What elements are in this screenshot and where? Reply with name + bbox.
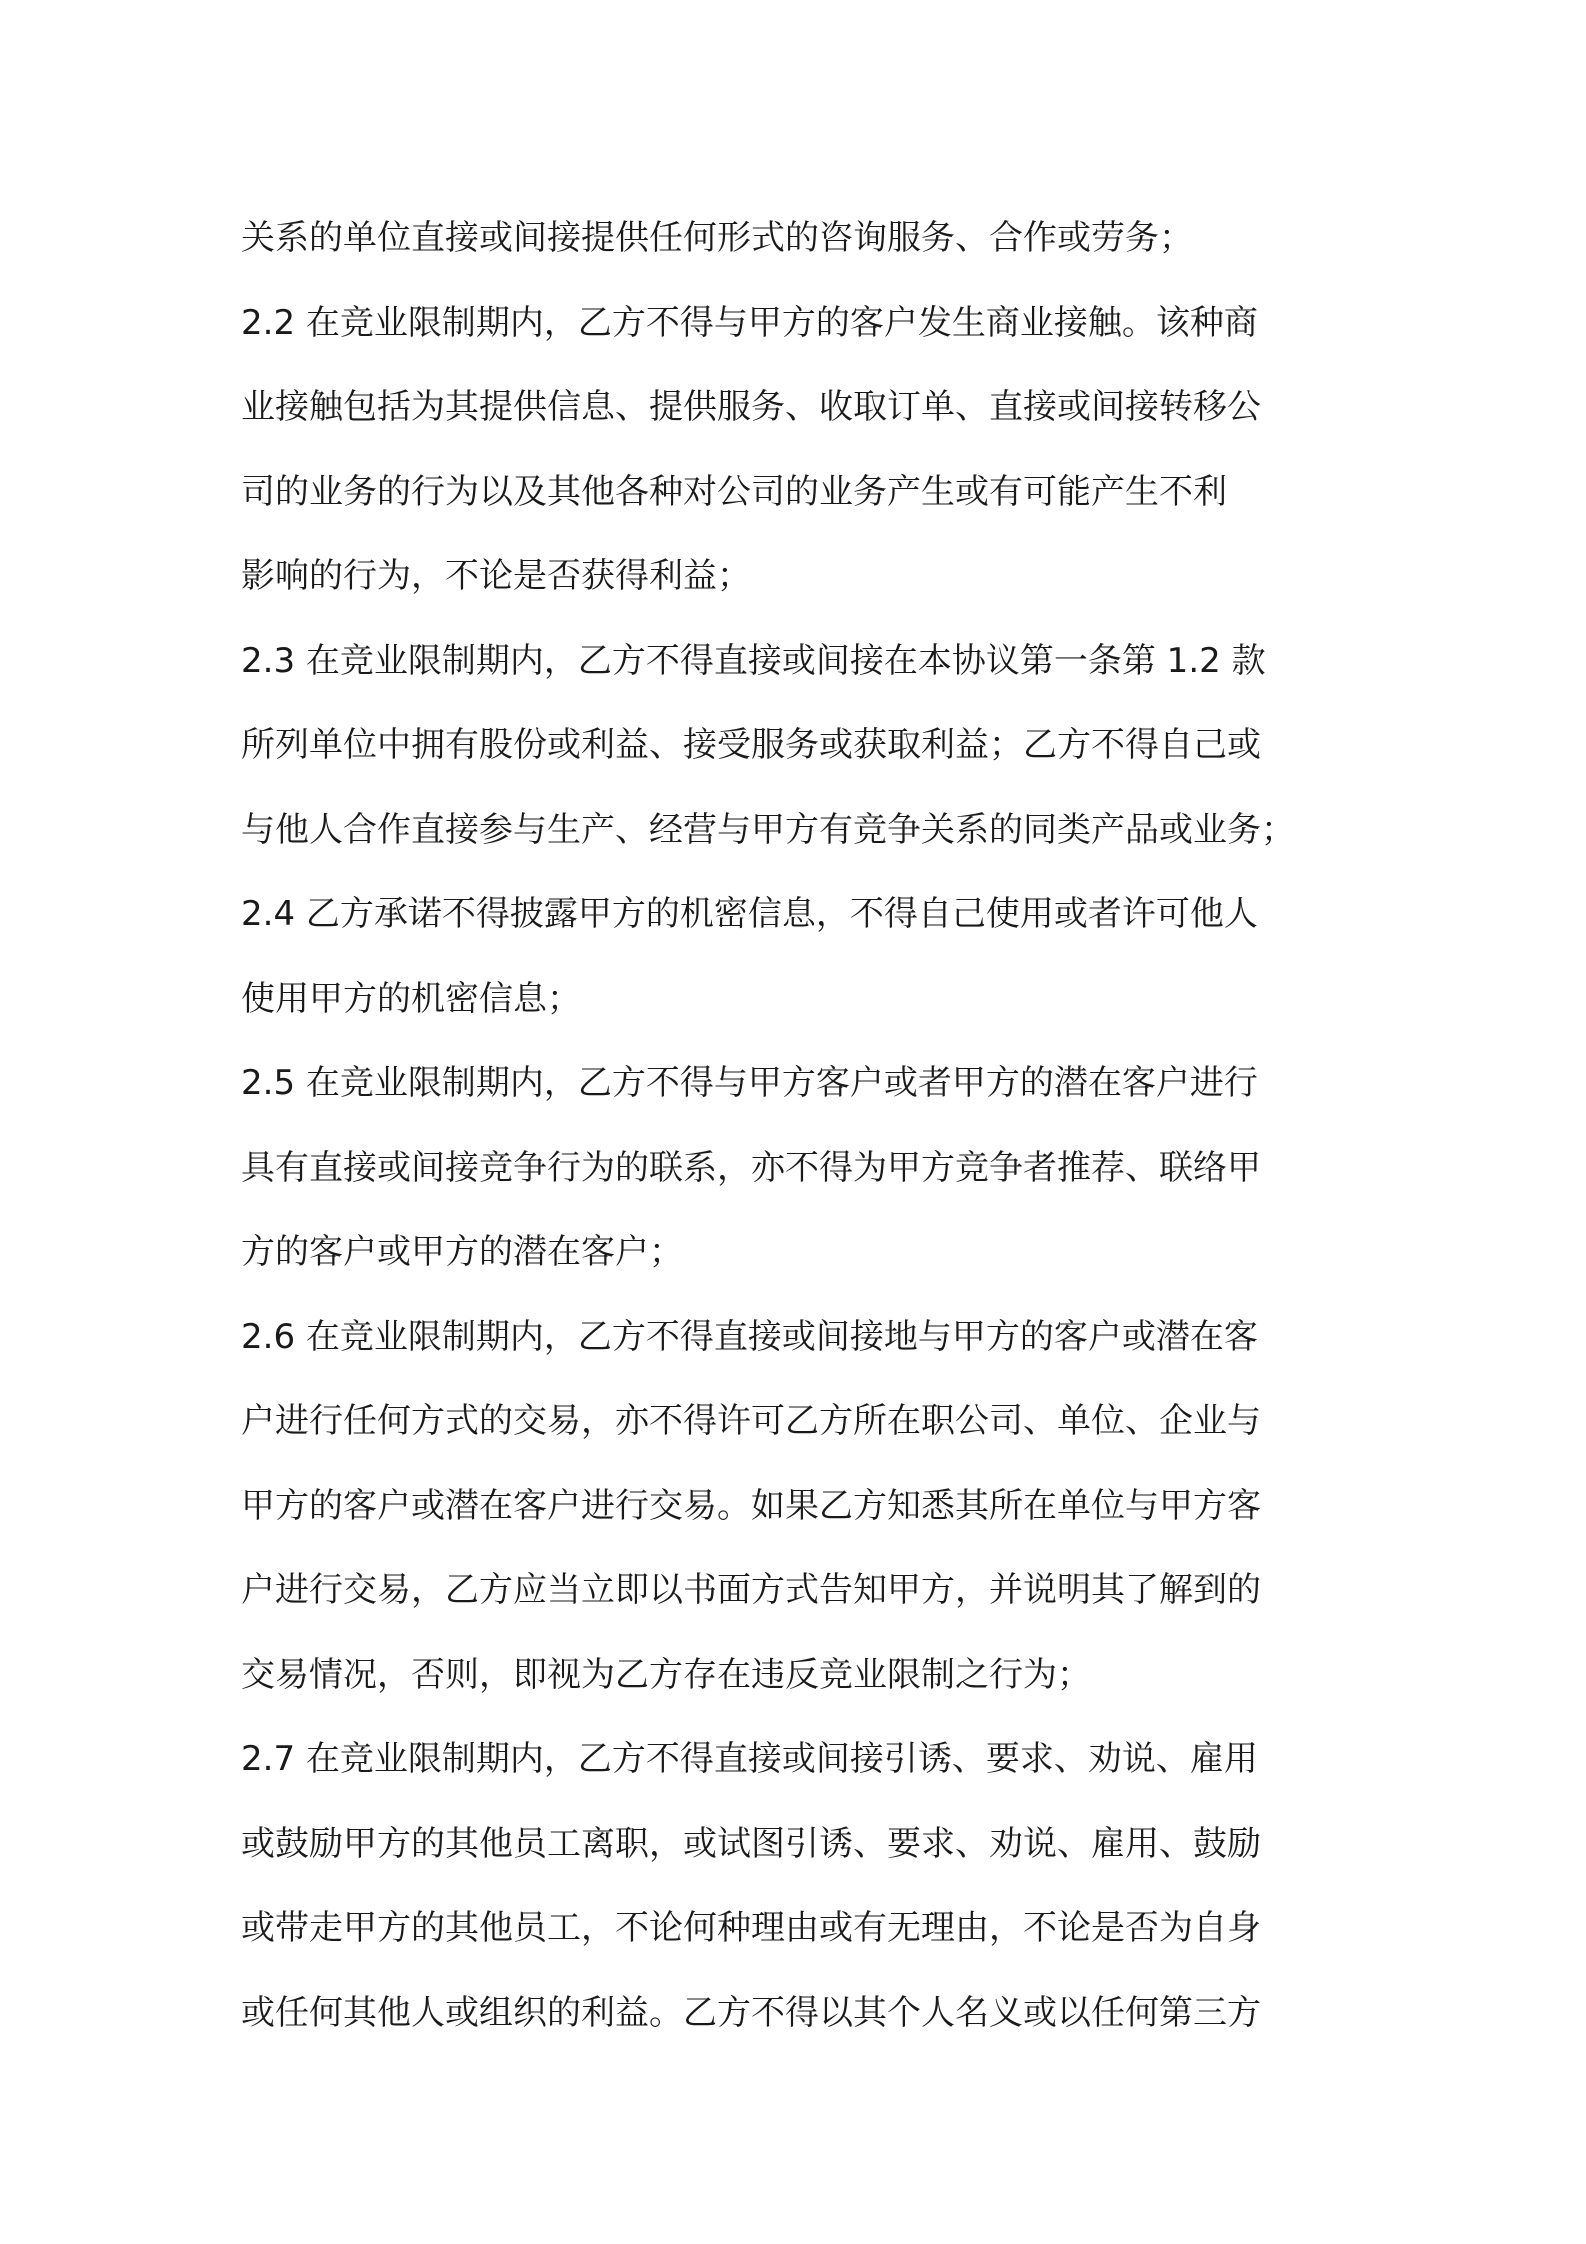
text-line: 甲方的客户或潜在客户进行交易。如果乙方知悉其所在单位与甲方客 (241, 1485, 1261, 1526)
text-line: 方的客户或甲方的潜在客户； (241, 1232, 683, 1272)
text-line: 所列单位中拥有股份或利益、接受服务或获取利益；乙方不得自己或 (241, 725, 1261, 765)
text-line: 具有直接或间接竞争行为的联系，亦不得为甲方竞争者推荐、联络甲 (241, 1147, 1261, 1188)
text-line: 与他人合作直接参与生产、经营与甲方有竞争关系的同类产品或业务； (241, 809, 1295, 850)
text-line: 2.4 乙方承诺不得披露甲方的机密信息，不得自己使用或者许可他人 (241, 894, 1258, 934)
text-line: 影响的行为，不论是否获得利益； (241, 556, 751, 596)
text-line: 户进行任何方式的交易，亦不得许可乙方所在职公司、单位、企业与 (241, 1401, 1261, 1441)
text-line: 关系的单位直接或间接提供任何形式的咨询服务、合作或劳务； (241, 218, 1193, 258)
text-line: 司的业务的行为以及其他各种对公司的业务产生或有可能产生不利 (241, 471, 1227, 512)
text-line: 2.3 在竞业限制期内，乙方不得直接或间接在本协议第一条第 1.2 款 (241, 640, 1266, 681)
text-line: 使用甲方的机密信息； (241, 978, 581, 1019)
text-line: 2.7 在竞业限制期内，乙方不得直接或间接引诱、要求、劝说、雇用 (241, 1739, 1258, 1779)
text-line: 或带走甲方的其他员工，不论何种理由或有无理由，不论是否为自身 (241, 1908, 1261, 1948)
document-body (241, 196, 1361, 2055)
text-line: 2.5 在竞业限制期内，乙方不得与甲方客户或者甲方的潜在客户进行 (241, 1063, 1258, 1103)
text-line: 或鼓励甲方的其他员工离职，或试图引诱、要求、劝说、雇用、鼓励 (241, 1823, 1261, 1864)
text-line: 业接触包括为其提供信息、提供服务、收取订单、直接或间接转移公 (241, 387, 1261, 427)
text-line: 交易情况，否则，即视为乙方存在违反竞业限制之行为； (241, 1654, 1091, 1695)
text-line: 2.2 在竞业限制期内，乙方不得与甲方的客户发生商业接触。该种商 (241, 302, 1258, 343)
text-line: 户进行交易，乙方应当立即以书面方式告知甲方，并说明其了解到的 (241, 1570, 1261, 1610)
text-line: 或任何其他人或组织的利益。乙方不得以其个人名义或以任何第三方 (241, 1992, 1261, 2033)
text-line: 2.6 在竞业限制期内，乙方不得直接或间接地与甲方的客户或潜在客 (241, 1316, 1258, 1357)
